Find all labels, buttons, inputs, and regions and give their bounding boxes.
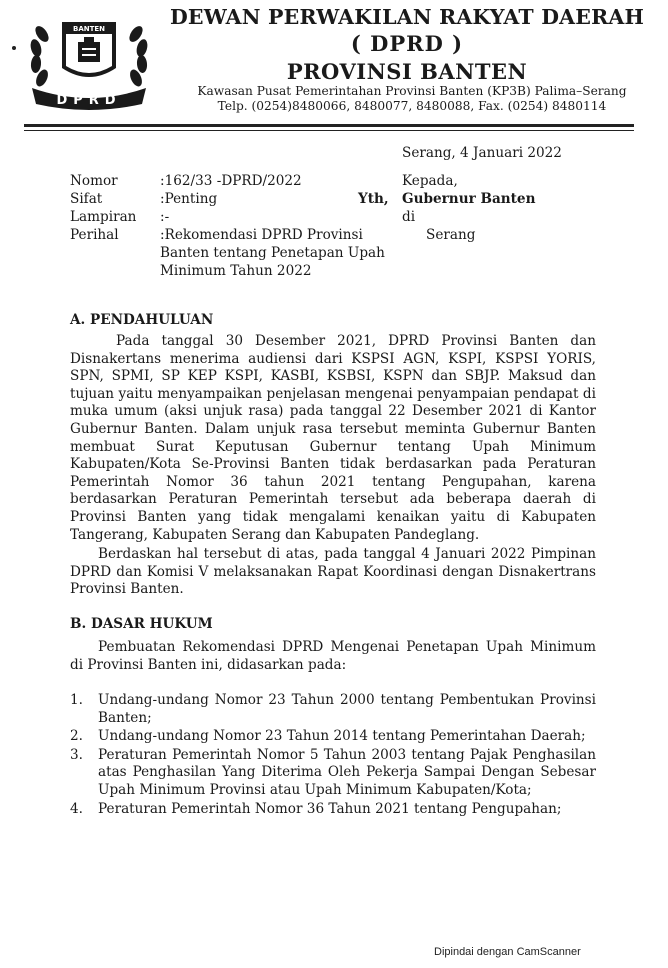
scanner-watermark: Dipindai dengan CamScanner [434, 946, 581, 958]
recipient-place: Serang [426, 227, 476, 243]
nomor-value: :162/33 -DPRD/2022 [160, 173, 302, 189]
section-a-paragraph-1: Pada tanggal 30 Desember 2021, DPRD Provinsi Banten dan Disnakertans menerima audiensi dari KSPSI AGN, KSPI, KSPSI YORIS, SPN, SPMI, SP KEP KSPI, KASBI, KSBSI, KSPN dan SBJP. Maksud dan tujuan yaitu menyampaikan penjelasan mengenai penyampaian pendapat di muka umum (aksi unjuk rasa) pada tanggal 22 Desember 2021 di Kantor Gubernur Banten. Dalam unjuk rasa tersebut meminta Gubernur Banten membuat Surat Keputusan Gubernur tentang Upah Minimum Kabupaten/Kota Se-Provinsi Banten tidak berdasarkan pada Peraturan Pemerintah Nomor 36 tahun 2021 tentang Pengupahan, karena berdasarkan Peraturan Pemerintah tersebut ada beberapa daerah di Provinsi Banten yang tidak mengalami kenaikan yaitu di Kabupaten Tangerang, Kabupaten Serang dan Kabupaten Pandeglang. [70, 333, 596, 543]
recipient-name: Gubernur Banten [402, 191, 536, 207]
header-rule-thin [24, 130, 634, 131]
letter-date: Serang, 4 Januari 2022 [402, 145, 562, 161]
stray-dot [12, 46, 16, 50]
letterhead-title [162, 4, 652, 86]
recipient-di: di [402, 209, 416, 225]
logo-dprd-text: DPRD [56, 93, 122, 108]
perihal-line2: Banten tentang Penetapan Upah [160, 245, 385, 261]
perihal-line3: Minimum Tahun 2022 [160, 263, 312, 279]
list-item: 1. Undang-undang Nomor 23 Tahun 2000 tentang Pembentukan Provinsi Banten; [70, 692, 596, 726]
section-a-title: A. PENDAHULUAN [70, 312, 214, 328]
perihal-label: Perihal [70, 227, 119, 243]
section-b-title: B. DASAR HUKUM [70, 616, 213, 632]
letterhead-line2: ( DPRD ) [350, 31, 464, 56]
yth-text: Yth, [358, 191, 389, 207]
lampiran-value: :- [160, 209, 170, 225]
header-rule-thick [24, 124, 634, 127]
letterhead-address [172, 84, 652, 114]
kepada-text: Kepada, [402, 173, 458, 189]
letterhead-line1: DEWAN PERWAKILAN RAKYAT DAERAH [169, 5, 645, 29]
dprd-emblem-icon [24, 12, 154, 112]
sifat-value: :Penting [160, 191, 218, 207]
list-item: 4. Peraturan Pemerintah Nomor 36 Tahun 2021 tentang Pengupahan; [70, 800, 562, 817]
section-b-intro: Pembuatan Rekomendasi DPRD Mengenai Penetapan Upah Minimum di Provinsi Banten ini, didasarkan pada: [70, 639, 596, 673]
address-line1: Kawasan Pusat Pemerintahan Provinsi Banten (KP3B) Palima–Serang [197, 84, 627, 98]
logo-banten-text: BANTEN [72, 25, 106, 33]
legal-basis-list [70, 692, 596, 819]
perihal-line1: :Rekomendasi DPRD Provinsi [160, 227, 363, 243]
address-line2: Telp. (0254)8480066, 8480077, 8480088, Fax. (0254) 8480114 [217, 99, 607, 113]
section-a-paragraph-2: Berdaskan hal tersebut di atas, pada tanggal 4 Januari 2022 Pimpinan DPRD dan Komisi V melaksanakan Rapat Koordinasi dengan Disnakertrans Provinsi Banten. [70, 546, 596, 598]
letterhead-line3: PROVINSI BANTEN [286, 59, 528, 84]
nomor-label: Nomor [70, 173, 118, 189]
list-item: 2. Undang-undang Nomor 23 Tahun 2014 tentang Pemerintahan Daerah; [70, 728, 586, 745]
sifat-label: Sifat [70, 191, 103, 207]
lampiran-label: Lampiran [70, 209, 137, 225]
list-item: 3. Peraturan Pemerintah Nomor 5 Tahun 2003 tentang Pajak Penghasilan atas Penghasilan Yang Diterima Oleh Pekerja Sampai Dengan Sebesar Upah Minimum Provinsi atau Upah Minimum Kabupaten/Kota; [70, 746, 596, 798]
